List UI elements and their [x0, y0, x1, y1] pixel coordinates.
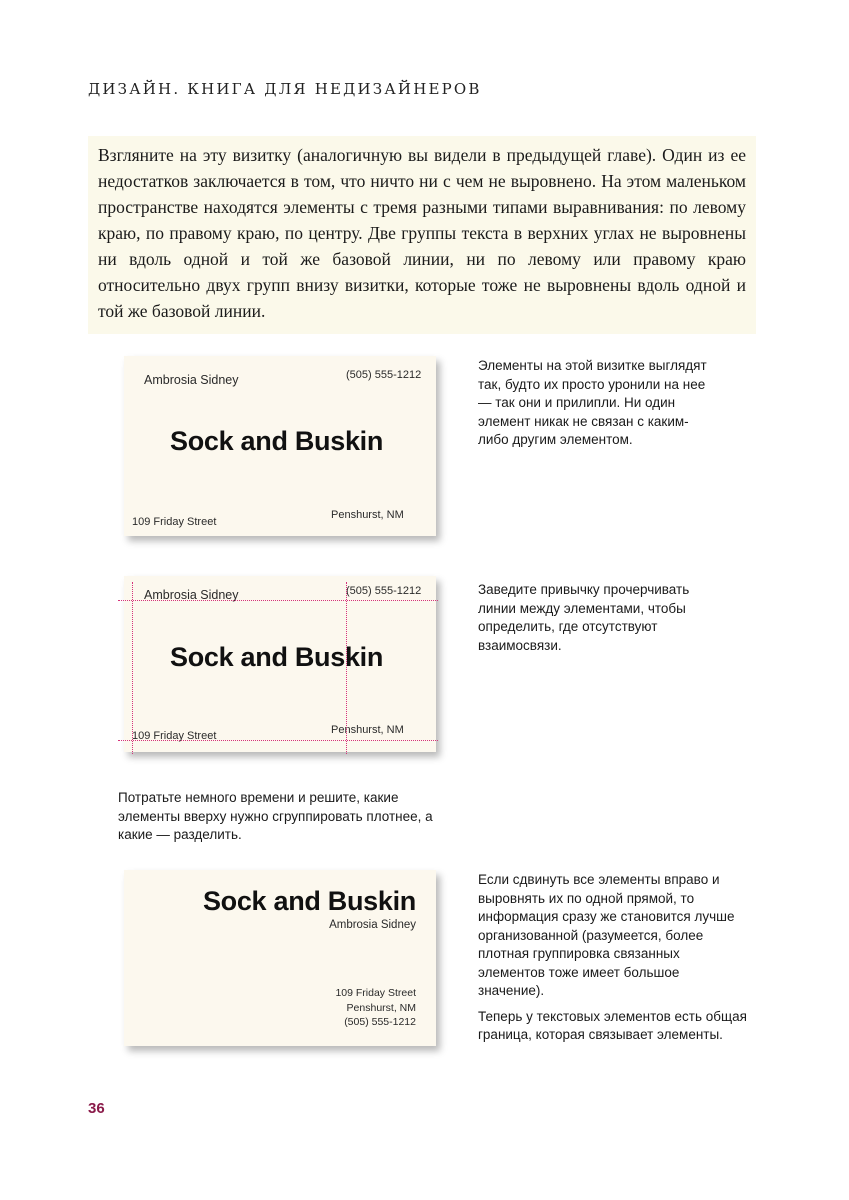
card-street: 109 Friday Street [335, 987, 416, 999]
card-address-block [335, 986, 416, 1030]
intro-paragraph: Взгляните на эту визитку (аналогичную вы видели в предыдущей главе). Один из ее недостатков заключается в том, что ничто ни с чем не выровнено. На этом маленьком пространстве находятся элементы с тремя разными типами выравнивания: по левому краю, по правому краю, по центру. Две группы текста в верхних углах не выровнены ни вдоль одной и той же базовой линии, ни по левому или правому краю относительно двух групп внизу визитки, которые тоже не выровнены вдоль одной и той же базовой линии. [88, 136, 756, 334]
note-card3 [478, 871, 748, 1052]
card-street: 109 Friday Street [132, 730, 217, 742]
note-grouping: Потратьте немного времени и решите, какие элементы вверху нужно сгруппировать плотнее, а какие — разделить. [118, 790, 433, 842]
card-city: Penshurst, NM [331, 509, 404, 521]
card-company: Sock and Buskin [170, 426, 384, 456]
card-name: Ambrosia Sidney [329, 919, 416, 931]
card-phone: (505) 555-1212 [344, 1016, 416, 1028]
page-number: 36 [88, 1100, 105, 1117]
note-card2: Заведите привычку прочерчивать линии между элементами, чтобы определить, где отсутствуют взаимосвязи. [478, 582, 690, 653]
card-phone: (505) 555-1212 [346, 585, 422, 597]
card-name: Ambrosia Sidney [144, 373, 239, 387]
card-street: 109 Friday Street [132, 516, 217, 528]
guide-line-top [118, 600, 438, 601]
card-city: Penshurst, NM [331, 724, 404, 736]
business-card-original [124, 356, 436, 536]
guide-line-center [346, 582, 347, 754]
card-company: Sock and Buskin [170, 642, 384, 672]
note-card1: Элементы на этой визитке выглядят так, будто их просто уронили на нее — так они и прилипли. Ни один элемент никак не связан с каким-либо другим элементом. [478, 358, 707, 447]
card-name: Ambrosia Sidney [144, 588, 239, 602]
guide-line-left [132, 582, 133, 754]
note-card3-p1: Если сдвинуть все элементы вправо и выровнять их по одной прямой, то информация сразу же становится лучше организованной (разумеется, более плотная группировка связанных элементов тоже имеет большое значение). [478, 872, 735, 998]
card-text-block [203, 884, 416, 932]
business-card-aligned [124, 870, 436, 1046]
guide-line-bottom [118, 740, 438, 741]
card-company: Sock and Buskin [202, 886, 416, 916]
card-city: Penshurst, NM [346, 1001, 416, 1014]
running-title: ДИЗАЙН. КНИГА ДЛЯ НЕДИЗАЙНЕРОВ [88, 80, 482, 98]
business-card-guides [124, 576, 436, 752]
note-card3-p2: Теперь у текстовых элементов есть общая граница, которая связывает элементы. [478, 1008, 747, 1042]
card-phone: (505) 555-1212 [346, 369, 422, 381]
